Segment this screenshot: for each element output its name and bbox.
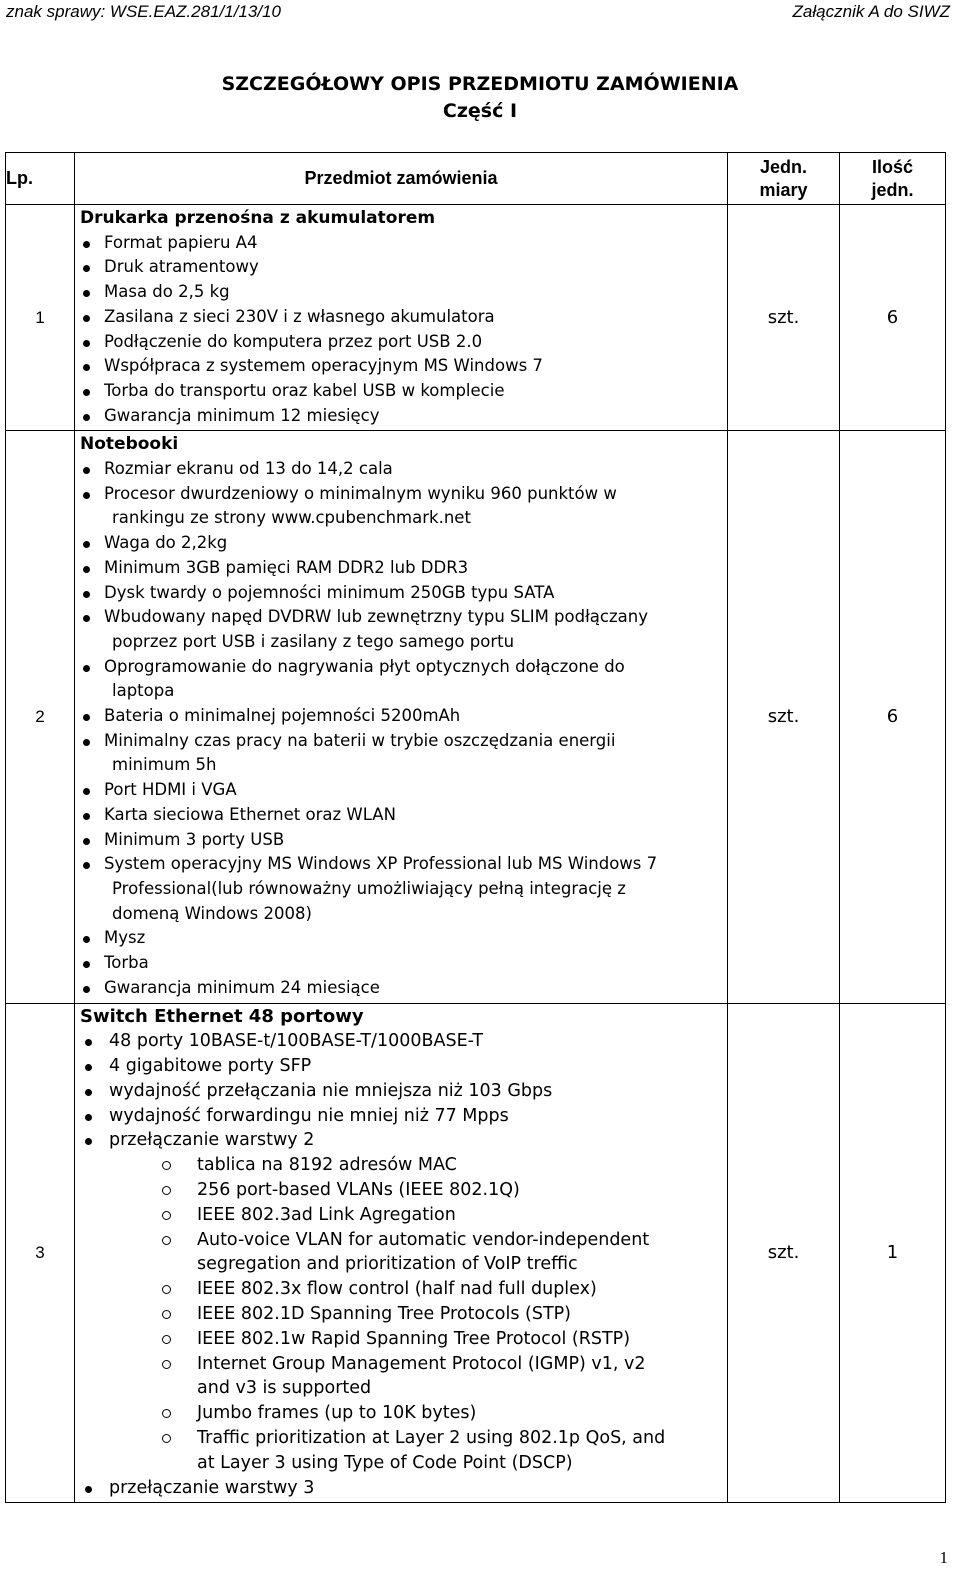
header-description: Przedmiot zamówienia <box>75 153 728 205</box>
table-header-row <box>6 153 946 205</box>
list-item: 48 porty 10BASE-t/100BASE-T/1000BASE-T <box>80 1029 727 1054</box>
list-item: przełączanie warstwy 2 <box>80 1128 727 1153</box>
sub-list-item: Traffic prioritization at Layer 2 using 802.1p QoS, and at Layer 3 using Type of Code Point (DSCP) <box>80 1426 727 1476</box>
order-table <box>5 152 946 1503</box>
row-number: 2 <box>6 431 75 1003</box>
sub-list-item: 256 port-based VLANs (IEEE 802.1Q) <box>80 1178 727 1203</box>
list-item: Bateria o minimalnej pojemności 5200mAh <box>80 704 727 729</box>
document-title: SZCZEGÓŁOWY OPIS PRZEDMIOTU ZAMÓWIENIA <box>221 73 739 95</box>
row-description <box>75 205 728 431</box>
list-item: Oprogramowanie do nagrywania płyt optycznych dołączone do laptopa <box>80 655 727 704</box>
row-quantity: 1 <box>840 1003 946 1503</box>
list-item: Torba <box>80 951 727 976</box>
table-row <box>6 1003 946 1503</box>
table-row <box>6 205 946 431</box>
list-item: Podłączenie do komputera przez port USB 2.0 <box>80 330 727 355</box>
list-item: Dysk twardy o pojemności minimum 250GB typu SATA <box>80 581 727 606</box>
list-item: Wbudowany napęd DVDRW lub zewnętrzny typu SLIM podłączany poprzez port USB i zasilany z tego samego portu <box>80 605 727 654</box>
item-title: Notebooki <box>80 434 179 455</box>
sub-list-item: Internet Group Management Protocol (IGMP) v1, v2 and v3 is supported <box>80 1352 727 1402</box>
list-item: Masa do 2,5 kg <box>80 280 727 305</box>
list-item: Gwarancja minimum 24 miesiące <box>80 976 727 1001</box>
header-qty-line2: jedn. <box>871 179 914 200</box>
list-item: Torba do transportu oraz kabel USB w komplecie <box>80 379 727 404</box>
document-subtitle: Część I <box>442 100 518 122</box>
list-item: przełączanie warstwy 3 <box>80 1476 727 1501</box>
list-item: Mysz <box>80 926 727 951</box>
case-reference: znak sprawy: WSE.EAZ.281/1/13/10 <box>6 2 281 21</box>
header-qty-line1: Ilość <box>871 156 914 177</box>
list-item: Minimalny czas pracy na baterii w trybie oszczędzania energii minimum 5h <box>80 729 727 778</box>
sub-list-item: IEEE 802.1D Spanning Tree Protocols (STP) <box>80 1302 727 1327</box>
row-quantity: 6 <box>840 205 946 431</box>
row-unit: szt. <box>728 1003 840 1503</box>
header-unit <box>728 153 840 205</box>
header-unit-line2: miary <box>759 179 808 200</box>
list-item: 4 gigabitowe porty SFP <box>80 1054 727 1079</box>
sub-list-item: IEEE 802.3x flow control (half nad full duplex) <box>80 1277 727 1302</box>
row-description <box>75 431 728 1003</box>
list-item: wydajność przełączania nie mniejsza niż 103 Gbps <box>80 1079 727 1104</box>
row-unit: szt. <box>728 205 840 431</box>
row-unit: szt. <box>728 431 840 1003</box>
list-item: System operacyjny MS Windows XP Professional lub MS Windows 7 Professional(lub równoważny umożliwiający pełną integrację z domeną Windows 2008) <box>80 852 727 926</box>
list-item: Druk atramentowy <box>80 255 727 280</box>
item-title: Drukarka przenośna z akumulatorem <box>80 208 436 228</box>
list-item: Zasilana z sieci 230V i z własnego akumulatora <box>80 305 727 330</box>
row-quantity: 6 <box>840 431 946 1003</box>
header-unit-line1: Jedn. <box>759 156 807 177</box>
list-item: Gwarancja minimum 12 miesięcy <box>80 404 727 429</box>
sub-list-item: tablica na 8192 adresów MAC <box>80 1153 727 1178</box>
list-item: Minimum 3 porty USB <box>80 828 727 853</box>
list-item: Karta sieciowa Ethernet oraz WLAN <box>80 803 727 828</box>
list-item: Rozmiar ekranu od 13 do 14,2 cala <box>80 457 727 482</box>
sub-list-item: IEEE 802.1w Rapid Spanning Tree Protocol (RSTP) <box>80 1327 727 1352</box>
list-item: Minimum 3GB pamięci RAM DDR2 lub DDR3 <box>80 556 727 581</box>
sub-list-item: Jumbo frames (up to 10K bytes) <box>80 1401 727 1426</box>
row-number: 1 <box>6 205 75 431</box>
item-title: Switch Ethernet 48 portowy <box>80 1005 364 1027</box>
header-lp: Lp. <box>6 153 75 205</box>
table-row <box>6 431 946 1003</box>
row-number: 3 <box>6 1003 75 1503</box>
list-item: Procesor dwurdzeniowy o minimalnym wyniku 960 punktów w rankingu ze strony www.cpubenchmark.net <box>80 482 727 531</box>
sub-list-item: Auto-voice VLAN for automatic vendor-independent segregation and prioritization of VoIP treffic <box>80 1228 727 1278</box>
list-item: Port HDMI i VGA <box>80 778 727 803</box>
page-number: 1 <box>939 1548 948 1567</box>
header-quantity <box>840 153 946 205</box>
sub-list-item: IEEE 802.3ad Link Agregation <box>80 1203 727 1228</box>
list-item: Współpraca z systemem operacyjnym MS Windows 7 <box>80 354 727 379</box>
list-item: wydajność forwardingu nie mniej niż 77 Mpps <box>80 1104 727 1129</box>
row-description <box>75 1003 728 1503</box>
list-item: Waga do 2,2kg <box>80 531 727 556</box>
list-item: Format papieru A4 <box>80 231 727 256</box>
attachment-label: Załącznik A do SIWZ <box>792 2 950 21</box>
